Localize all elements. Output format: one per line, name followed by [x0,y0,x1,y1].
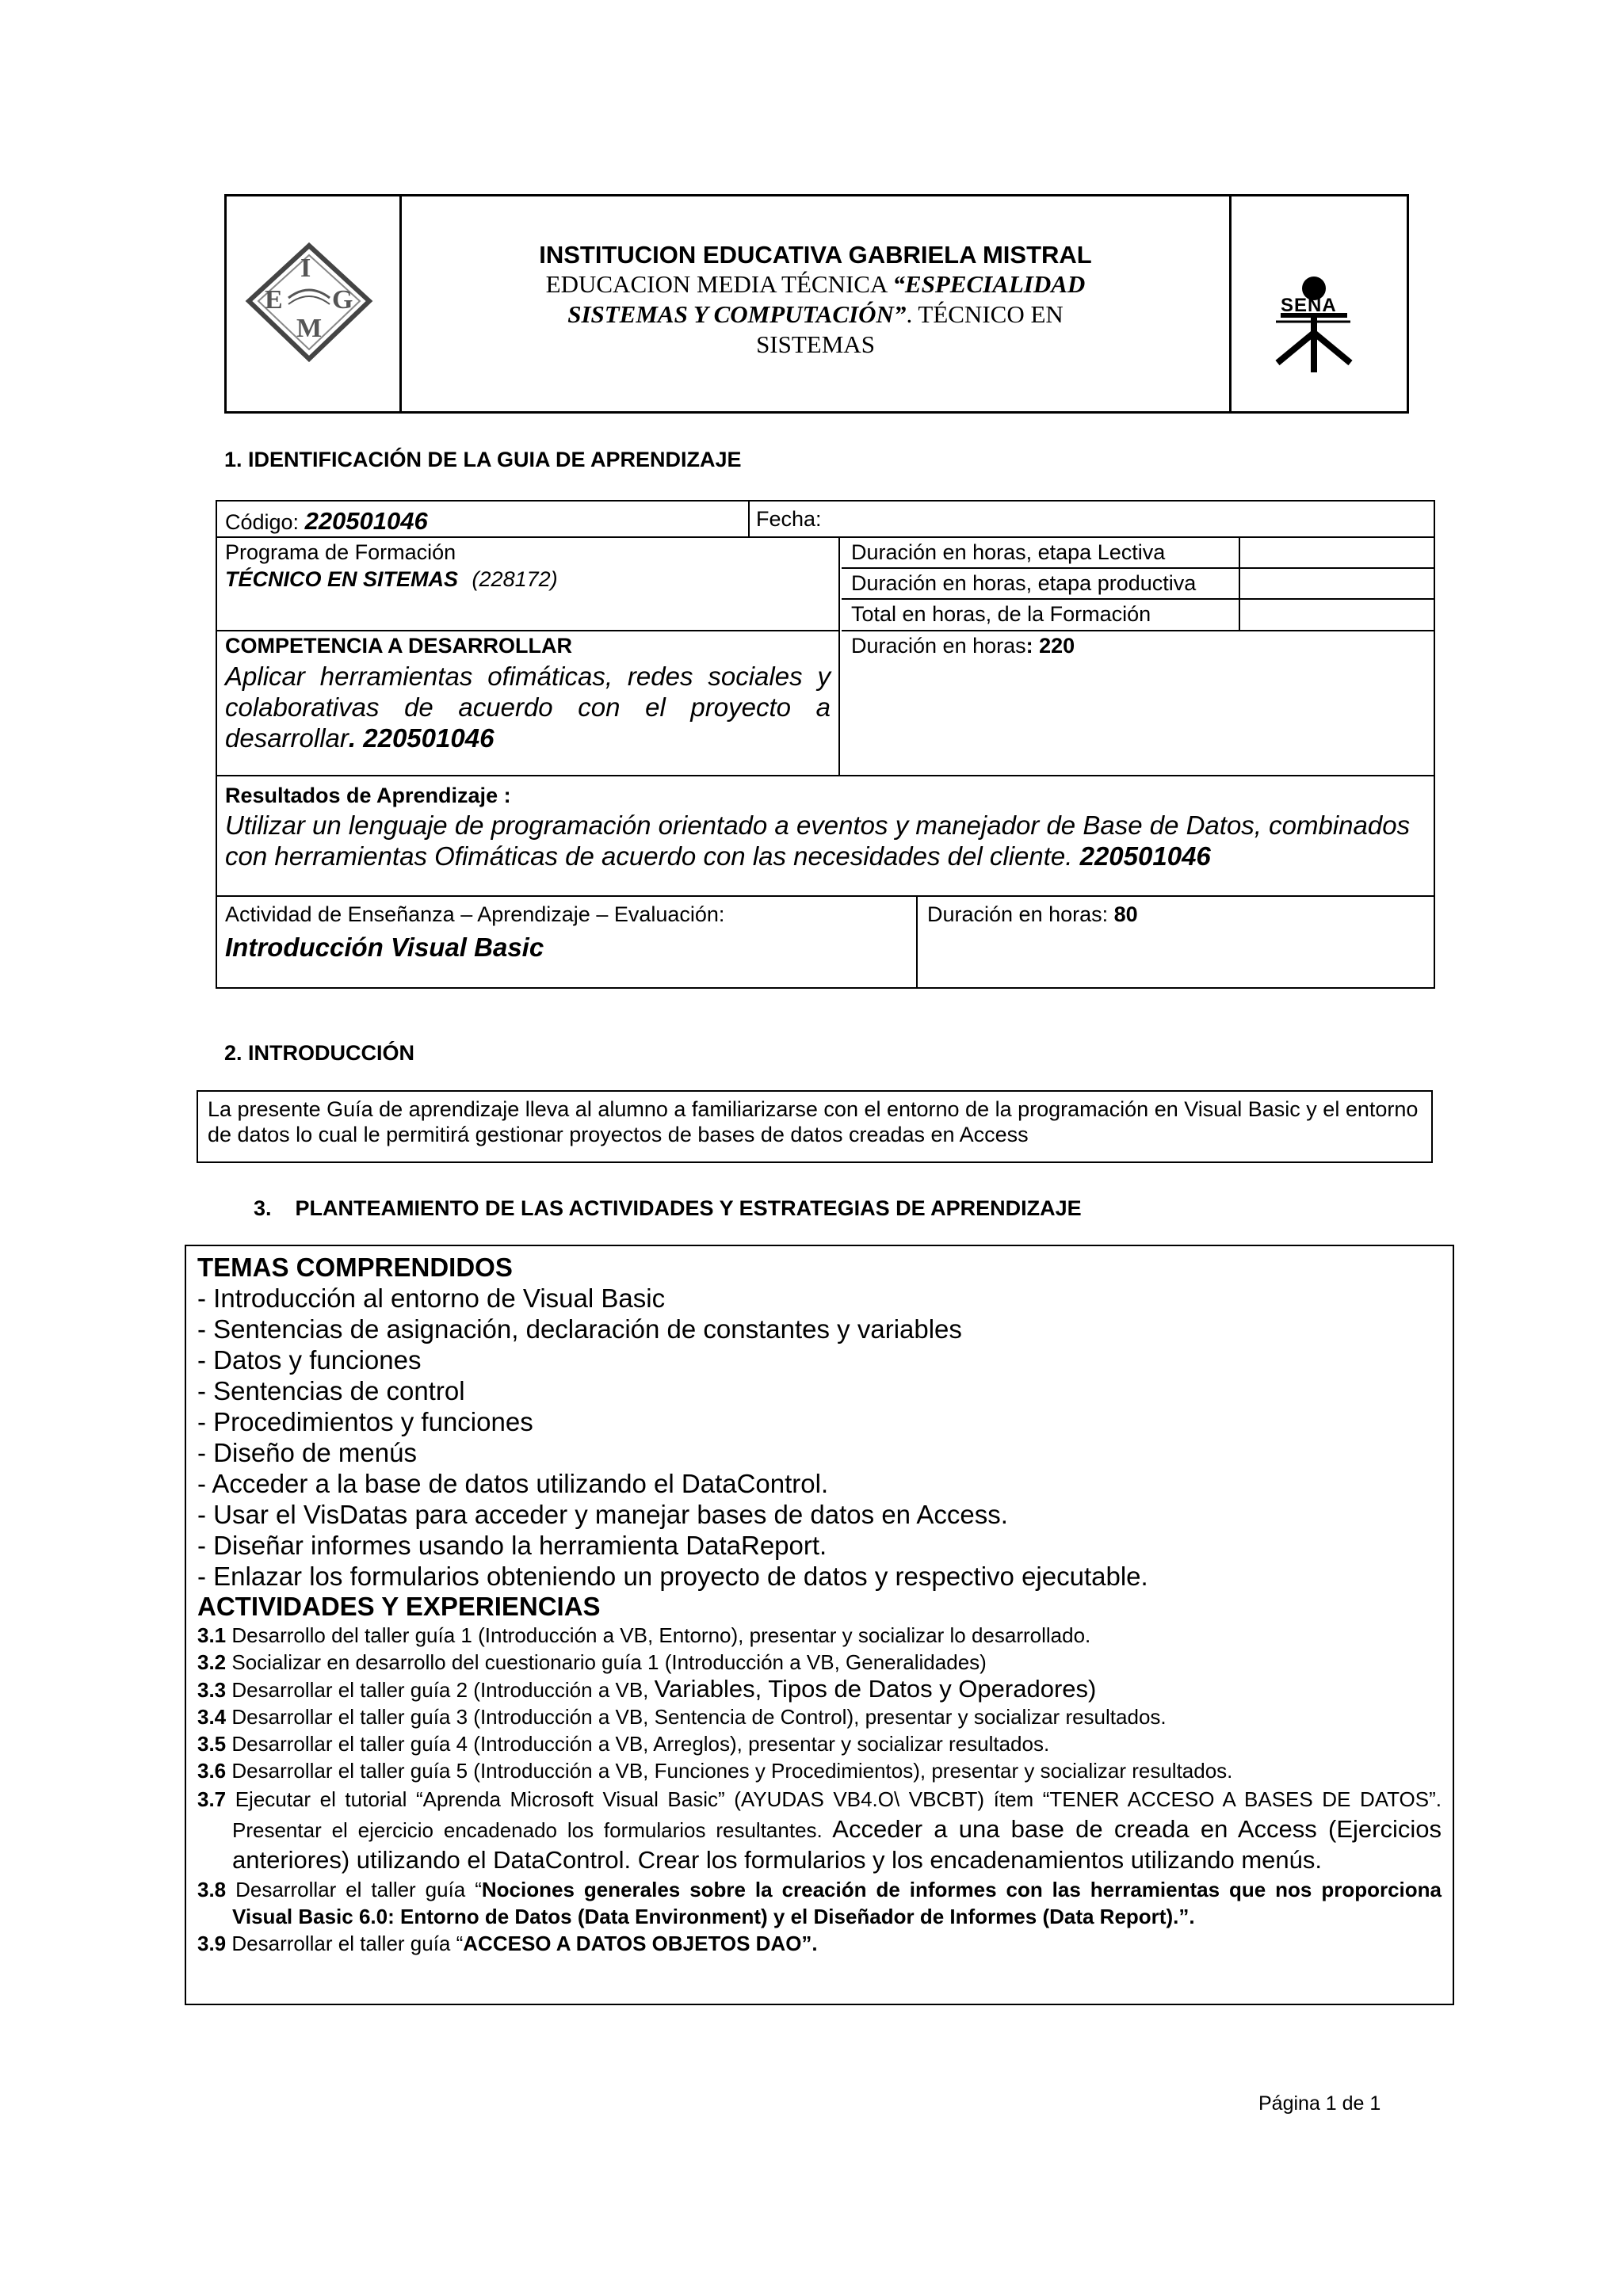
actividad-item [197,1703,1442,1730]
actividad-item [197,1757,1442,1784]
tema-item: - Acceder a la base de datos utilizando el DataControl. [197,1469,829,1498]
sena-logo [1232,196,1409,411]
tema-item: - Datos y funciones [197,1345,422,1375]
actividad-dur-label: Duración en horas: [927,902,1114,926]
subtitle-emphasis: “ESPECIALIDAD [892,270,1086,298]
programa-code: (228172) [472,567,558,591]
actividad-number: 3.6 [197,1759,227,1783]
actividad-number: 3.3 [197,1678,227,1702]
programa-name: TÉCNICO EN SITEMAS [225,567,459,591]
section-1-heading: 1. IDENTIFICACIÓN DE LA GUIA DE APRENDIZAJE [224,448,742,471]
school-logo [227,196,399,411]
actividad-duracion [927,902,1138,927]
actividad-number: 3.5 [197,1732,227,1756]
section-3-heading [254,1196,1082,1221]
resultados-text [225,810,1426,871]
dur-total-row [842,600,1434,631]
actividad-text: Desarrollar el taller guía 3 (Introducción a VB, Sentencia de Control), presentar y socializar resultados. [226,1705,1167,1729]
subtitle-text: EDUCACION MEDIA TÉCNICA [545,270,893,298]
actividad-item [197,1622,1442,1649]
header-subtitle-line [402,299,1229,330]
actividad-text-end: ”. [1178,1905,1195,1928]
actividad-item [197,1730,1442,1757]
logo-letter: E [265,285,283,315]
resultados-description: Utilizar un lenguaje de programación orientado a eventos y manejador de Base de Datos, combinados con herramientas Ofimáticas de acuerdo con las necesidades del cliente. [225,810,1411,871]
actividad-number: 3.4 [197,1705,227,1729]
document-header [224,194,1409,414]
cell-divider [1239,569,1240,600]
dur-horas [851,633,1075,658]
fecha-label: Fecha: [756,507,822,531]
subtitle-text: . TÉCNICO EN [906,300,1064,328]
tema-item: - Introducción al entorno de Visual Basic [197,1283,666,1313]
tema-item: - Diseño de menús [197,1438,417,1467]
logo-letter: G [332,285,353,315]
codigo-row [216,500,1435,538]
competencia-description: Aplicar herramientas ofimáticas, redes sociales y colaborativas de acuerdo con el proyecto a desarrollar [225,662,831,753]
actividad-item [197,1784,1442,1876]
actividad-left [217,897,918,987]
section-3-number: 3. [254,1196,272,1220]
cell-divider [1239,600,1240,631]
actividad-item [197,1649,1442,1676]
iegm-logo-icon [227,196,399,411]
tema-item: - Enlazar los formularios obteniendo un proyecto de datos y respectivo ejecutable. [197,1562,1148,1591]
actividad-text: Desarrollar el taller guía 2 (Introducción a VB, [226,1678,655,1702]
header-title-block [402,196,1229,411]
section-2-heading: 2. INTRODUCCIÓN [224,1041,415,1065]
actividad-number: 3.9 [197,1932,227,1955]
competencia-text [225,661,831,753]
dur-productiva-row [842,569,1434,600]
actividad-text-large: Acceder a una base de creada en Access (Ejercicios anteriores) utilizando el DataControl. Crear los formularios y los encadenamientos utilizando menús. [232,1815,1442,1874]
actividad-text: Desarrollar el taller guía “ [226,1878,482,1901]
header-subtitle-line [402,269,1229,299]
codigo-label: Código: [225,510,305,534]
actividad-number: 3.1 [197,1623,227,1647]
introduccion-box: La presente Guía de aprendizaje lleva al alumno a familiarizarse con el entorno de la programación en Visual Basic y el entorno de datos lo cual le permitirá gestionar proyectos de bases de datos creadas en Access [197,1090,1433,1163]
programa-left [217,538,840,775]
tema-item: - Sentencias de control [197,1376,465,1405]
logo-letter: I [300,254,311,283]
actividad-text: Desarrollar el taller guía 4 (Introducción a VB, Arreglos), presentar y socializar resultados. [226,1732,1050,1756]
logo-letter: M [296,314,323,343]
actividad-label: Actividad de Enseñanza – Aprendizaje – Evaluación: [225,902,725,926]
tema-item: - Procedimientos y funciones [197,1407,533,1436]
resultados-block [216,775,1435,897]
actividad-number: 3.7 [197,1787,227,1811]
actividad-item [197,1876,1442,1930]
actividad-block [216,895,1435,989]
actividad-number: 3.8 [197,1878,227,1901]
actividad-dur-value: 80 [1113,902,1138,926]
row-divider [217,630,838,631]
dur-lectiva-label: Duración en horas, etapa Lectiva [851,540,1166,564]
competencia-label: COMPETENCIA A DESARROLLAR [225,634,572,658]
codigo-value: 220501046 [304,507,428,535]
actividad-text-bold: Nociones generales sobre la creación de informes con las herramientas que nos proporciona Visual Basic 6.0: Entorno de Datos (Data Environment) y el Diseñador de Informes (Data Report). [232,1878,1442,1928]
tema-item: - Sentencias de asignación, declaración de constantes y variables [197,1314,962,1344]
page-number: Página 1 de 1 [1258,2092,1381,2115]
actividad-text: Desarrollar el taller guía “ [226,1932,464,1955]
header-subtitle-line: SISTEMAS [756,330,875,358]
actividad-item [197,1930,1442,1957]
dur-lectiva-row [842,538,1434,569]
programa-block [216,536,1435,776]
institution-title: INSTITUCION EDUCATIVA GABRIELA MISTRAL [539,241,1092,269]
dur-horas-label: Duración en horas [851,634,1026,658]
actividad-text-large: Variables, Tipos de Datos y Operadores) [654,1675,1097,1703]
actividad-item [197,1676,1442,1703]
dur-total-label: Total en horas, de la Formación [851,602,1151,626]
cell-divider [1239,538,1240,569]
actividad-value: Introducción Visual Basic [225,933,544,962]
actividades-box [185,1245,1454,2005]
actividad-text-end: ”. [801,1932,818,1955]
programa-name-line [225,566,558,592]
actividad-text: Ejecutar el tutorial “Aprenda Microsoft Visual Basic” (AYUDAS VB4.O\ VBCBT) ítem “TENER ACCESO A BASES DE DATOS”. Presentar el ejercicio encadenado los formularios resultantes. [226,1787,1442,1842]
actividad-text-bold: ACCESO A DATOS OBJETOS DAO [463,1932,802,1955]
tema-item: - Diseñar informes usando la herramienta DataReport. [197,1531,827,1560]
resultados-code: 220501046 [1072,841,1211,871]
dur-productiva-label: Duración en horas, etapa productiva [851,571,1197,595]
temas-title: TEMAS COMPRENDIDOS [197,1253,513,1282]
tema-item: - Usar el VisDatas para acceder y manejar bases de datos en Access. [197,1500,1008,1529]
sena-label: SENA [1281,295,1337,316]
programa-label: Programa de Formación [225,540,456,564]
dur-horas-value: : 220 [1025,634,1075,658]
actividad-number: 3.2 [197,1650,227,1674]
codigo-cell [217,502,750,536]
duracion-cells [842,538,1434,775]
resultados-label: Resultados de Aprendizaje : [225,784,511,807]
competencia-code: . 220501046 [348,723,495,753]
actividad-text: Socializar en desarrollo del cuestionario guía 1 (Introducción a VB, Generalidades) [226,1650,987,1674]
actividad-text: Desarrollar el taller guía 5 (Introducción a VB, Funciones y Procedimientos), presentar y socializar resultados. [226,1759,1233,1783]
section-3-title: PLANTEAMIENTO DE LAS ACTIVIDADES Y ESTRATEGIAS DE APRENDIZAJE [295,1196,1082,1220]
actividad-text: Desarrollo del taller guía 1 (Introducción a VB, Entorno), presentar y socializar lo desarrollado. [226,1623,1091,1647]
subtitle-emphasis: SISTEMAS Y COMPUTACIÓN” [567,300,907,328]
actividades-title: ACTIVIDADES Y EXPERIENCIAS [197,1592,601,1621]
